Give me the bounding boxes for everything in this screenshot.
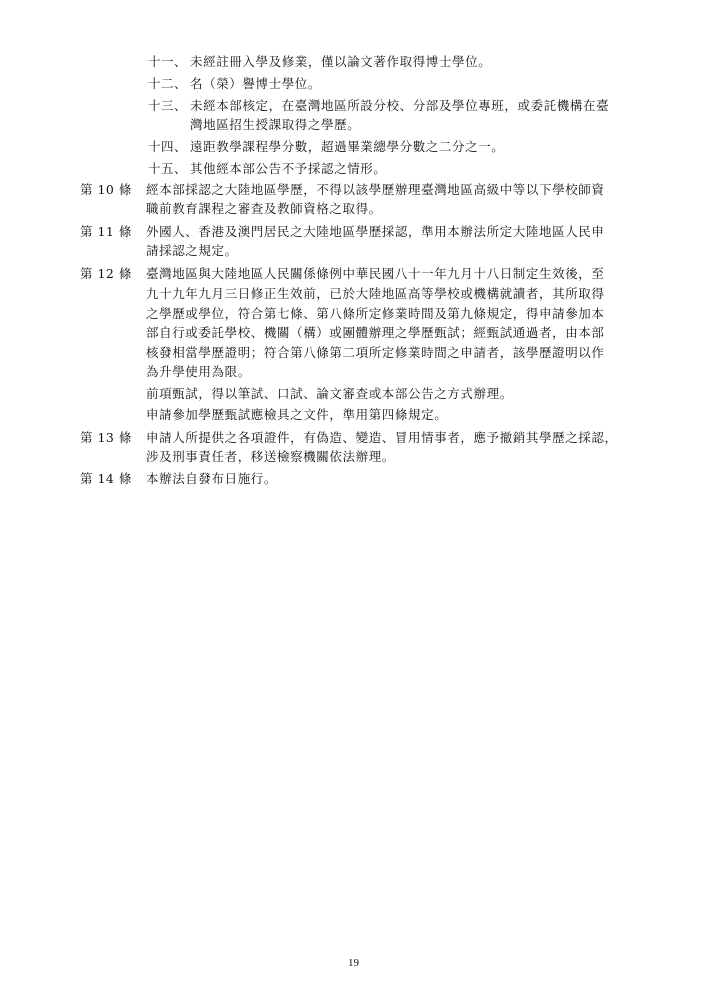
article-13-line-2: 涉及刑事責任者，移送檢察機關依法辦理。 [146, 449, 395, 464]
item-12-text: 名（榮）譽博士學位。 [190, 76, 322, 91]
article-12-line-8: 申請參加學歷甄試應檢具之文件，準用第四條規定。 [146, 407, 448, 422]
article-12-line-1: 臺灣地區與大陸地區人民關係條例中華民國八十一年九月十八日制定生效後，至 [146, 266, 605, 281]
item-12-number: 十二、 [148, 76, 188, 91]
article-11-line-2: 請採認之規定。 [146, 243, 238, 258]
article-12-line-6: 為升學使用為限。 [146, 364, 251, 379]
article-13-line-1: 申請人所提供之各項證件，有偽造、變造、冒用情事者，應予撤銷其學歷之採認， [146, 430, 618, 445]
article-10-label: 第 10 條 [80, 182, 132, 197]
item-13-text-line-2: 灣地區招生授課取得之學歷。 [190, 117, 361, 132]
article-12-label: 第 12 條 [80, 266, 132, 281]
article-12-line-2: 九十九年九月三日修正生效前，已於大陸地區高等學校或機構就讀者，其所取得 [146, 286, 605, 301]
item-11-text: 未經註冊入學及修業，僅以論文著作取得博士學位。 [190, 54, 492, 69]
article-12-line-3: 之學歷或學位，符合第七條、第八條所定修業時間及第九條規定，得申請參加本 [146, 306, 605, 321]
item-15-text: 其他經本部公告不予採認之情形。 [190, 161, 387, 176]
article-11-line-1: 外國人、香港及澳門居民之大陸地區學歷採認，準用本辦法所定大陸地區人民申 [146, 224, 605, 239]
article-14-label: 第 14 條 [80, 471, 132, 486]
article-12-line-7: 前項甄試，得以筆試、口試、論文審查或本部公告之方式辦理。 [146, 386, 513, 401]
article-12-line-5: 核發相當學歷證明；符合第八條第二項所定修業時間之申請者，該學歷證明以作 [146, 345, 605, 360]
article-12-line-4: 部自行或委託學校、機關（構）或團體辦理之學歷甄試；經甄試通過者，由本部 [146, 325, 605, 340]
item-11-number: 十一、 [148, 54, 188, 69]
article-14-line-1: 本辦法自發布日施行。 [146, 471, 278, 486]
item-14-number: 十四、 [148, 139, 188, 154]
article-11-label: 第 11 條 [80, 224, 132, 239]
article-10-line-2: 職前教育課程之審查及教師資格之取得。 [146, 201, 382, 216]
item-15-number: 十五、 [148, 161, 188, 176]
article-10-line-1: 經本部採認之大陸地區學歷，不得以該學歷辦理臺灣地區高級中等以下學校師資 [146, 182, 605, 197]
item-13-number: 十三、 [148, 98, 188, 113]
page-number: 19 [348, 957, 359, 969]
item-13-text-line-1: 未經本部核定，在臺灣地區所設分校、分部及學位專班，或委託機構在臺 [190, 98, 610, 113]
item-14-text: 遠距教學課程學分數，超過畢業總學分數之二分之一。 [190, 139, 505, 154]
article-13-label: 第 13 條 [80, 430, 132, 445]
